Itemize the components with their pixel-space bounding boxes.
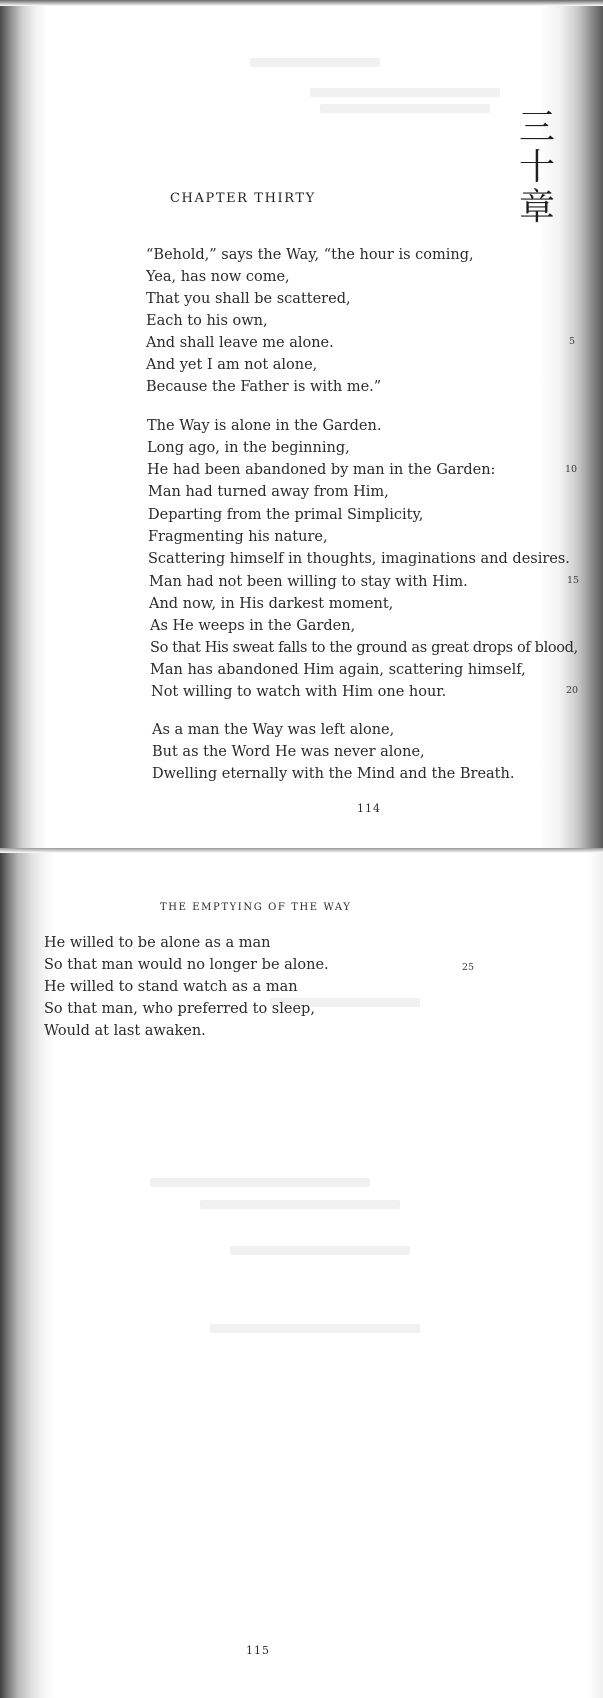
poem-line: As a man the Way was left alone, [152,722,395,738]
poem-line: And shall leave me alone. [146,335,334,351]
poem-line: But as the Word He was never alone, [152,744,425,760]
page-number: 115 [246,1644,270,1657]
poem-line: Scattering himself in thoughts, imaginations and desires. [148,551,570,567]
poem-line: So that man, who preferred to sleep, [44,1001,315,1017]
poem-line: Dwelling eternally with the Mind and the Breath. [152,766,515,782]
show-through [320,104,490,113]
poem-line: Would at last awaken. [44,1023,206,1039]
poem-line: So that man would no longer be alone. [44,957,329,973]
line-number: 5 [569,336,576,347]
kanji-char: 十 [518,147,555,188]
kanji-char: 章 [518,187,555,228]
chapter-kanji [512,108,562,228]
show-through [310,88,500,97]
running-head: THE EMPTYING OF THE WAY [160,902,352,913]
poem-line: Long ago, in the beginning, [147,440,350,456]
poem-line: Fragmenting his nature, [148,529,328,545]
page-114 [0,0,603,848]
show-through [230,1246,410,1255]
poem-line: He willed to be alone as a man [44,935,271,951]
poem-line: Not willing to watch with Him one hour. [151,684,447,700]
poem-line: Yea, has now come, [146,269,290,285]
show-through [150,1178,370,1187]
poem-line: Because the Father is with me.” [146,379,382,395]
show-through [250,58,380,67]
chapter-title: CHAPTER THIRTY [170,191,316,206]
poem-line: And now, in His darkest moment, [149,596,394,612]
poem-line: Departing from the primal Simplicity, [148,507,424,523]
line-number: 25 [462,962,475,973]
poem-line: He had been abandoned by man in the Garden: [147,462,496,478]
poem-line: He willed to stand watch as a man [44,979,298,995]
poem-line: And yet I am not alone, [146,357,318,373]
poem-line: Man has abandoned Him again, scattering himself, [150,662,526,678]
poem-line: Each to his own, [146,313,268,329]
kanji-char: 三 [518,107,555,148]
poem-line: Man had turned away from Him, [148,484,389,500]
line-number: 15 [567,575,580,586]
poem-line: So that His sweat falls to the ground as great drops of blood, [150,640,578,656]
poem-line: That you shall be scattered, [146,291,351,307]
poem-line: The Way is alone in the Garden. [147,418,382,434]
poem-line: Man had not been willing to stay with Him. [149,574,468,590]
show-through [200,1200,400,1209]
show-through [210,1324,420,1333]
line-number: 10 [565,464,578,475]
poem-line: As He weeps in the Garden, [150,618,356,634]
line-number: 20 [566,685,579,696]
poem-line: “Behold,” says the Way, “the hour is coming, [146,247,474,263]
page-number: 114 [357,802,381,815]
page-115 [0,848,603,1698]
